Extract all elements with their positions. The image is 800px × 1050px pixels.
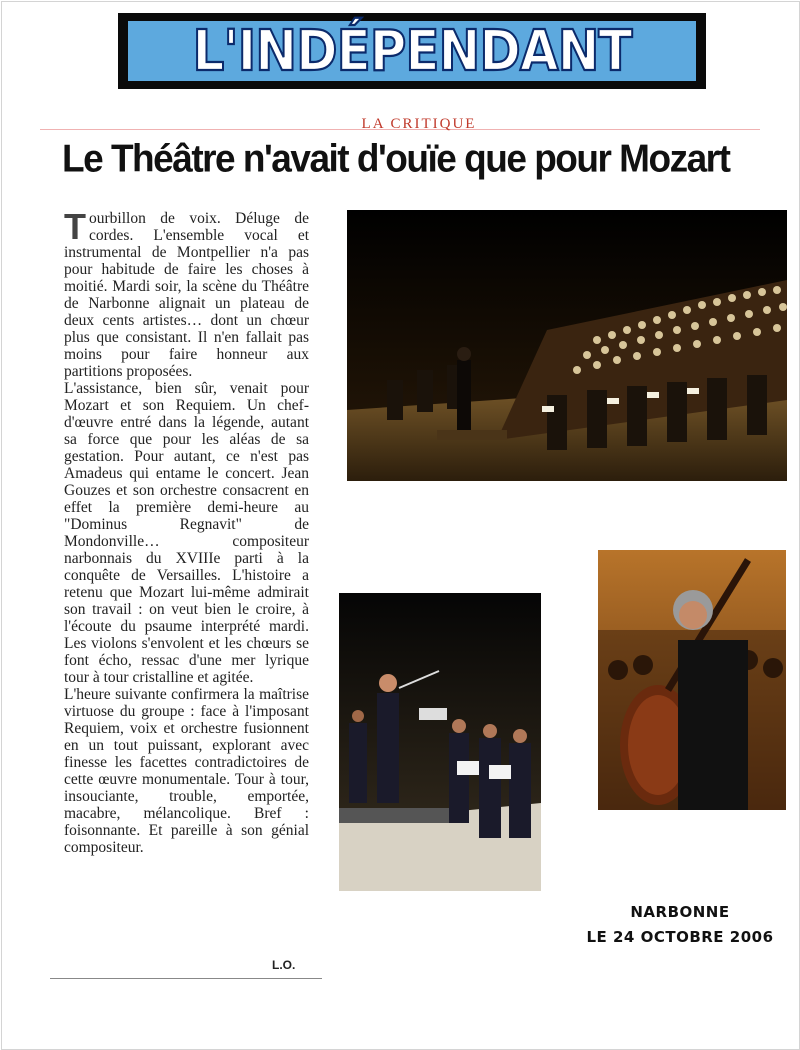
article-body [64,206,309,856]
paragraph-1 [64,206,309,380]
drop-cap: T [64,206,86,247]
masthead-banner [128,18,696,84]
author-signature: L.O. [272,958,296,972]
conductor-orchestra-photo [339,593,541,891]
masthead-title: L'INDÉPENDANT [192,18,632,84]
concert-stage-photo [347,210,787,481]
paragraph-1-text: ourbillon de voix. Déluge de cordes. L'ensemble vocal et instrumental de Montpellier n'a pas pour habitude de faire les choses à moitié. Mardi soir, la scène du Théâtre de Narbonne alignait un plateau de deux cents artistes… dont un chœur plus que consistant. Il n'en fallait pas moins pour faire honneur aux partitions proposées. [64,210,309,380]
article-headline: Le Théâtre n'avait d'ouïe que pour Mozart [62,136,730,180]
double-bass-player-photo [598,550,786,810]
section-kicker: LA CRITIQUE [361,116,477,132]
paragraph-3: L'heure suivante confirmera la maîtrise virtuose du groupe : face à l'imposant Requiem, voix et orchestre fusionnent en un tout puissant, explorant avec finesse les facettes contradictoires de cette œuvre monumentale. Tour à tour, insouciante, trouble, emportée, macabre, mélancolique. Bref : foisonnante. Et pareille à son génial compositeur. [64,686,309,856]
caption-place: NARBONNE [630,903,730,921]
paragraph-2: L'assistance, bien sûr, venait pour Mozart et son Requiem. Un chef-d'œuvre entré dans la légende, autant sa force que pour les aléas de sa gestation. Pour autant, ce n'est pas Amadeus qui entame le concert. Jean Gouzes et son orchestre consacrent en effet la première demi-heure au "Dominus Regnavit" de Mondonville… compositeur narbonnais du XVIIIe parti à la conquête de Versailles. L'histoire a retenu que Mozart lui-même admirait son travail : on veut bien le croire, à l'écoute du psaume interprété mardi. Les violons s'envolent et les chœurs se font écho, ressac d'une mer lyrique tour à tour cristalline et agitée. [64,380,309,686]
caption-date: LE 24 OCTOBRE 2006 [586,928,774,946]
bottom-rule [50,978,322,979]
newspaper-masthead [118,13,706,89]
